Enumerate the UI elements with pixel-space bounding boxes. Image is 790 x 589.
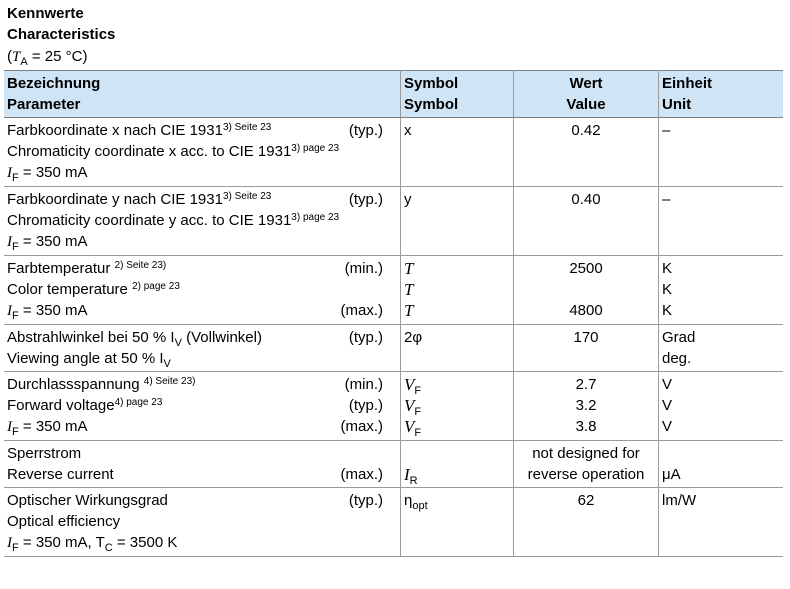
value-cell: 170: [514, 325, 659, 372]
parameter-cell: Durchlassspannung $^{4) Seite 23)}$ (min.) Forward voltage$^{4) page 23}$ (typ.) $I_F = 350$ mA (max.): [4, 372, 401, 441]
table-row: [4, 256, 783, 325]
header-value: Wert Value: [514, 71, 659, 118]
table-header-row: [4, 71, 783, 118]
symbol-cell: 2φ: [401, 325, 514, 372]
test-condition: ($T_A = 25$ °C): [7, 48, 88, 68]
unit-cell: –: [659, 118, 784, 187]
unit-cell: μA: [659, 441, 784, 488]
characteristics-table: [4, 70, 783, 557]
table-row: [4, 488, 783, 557]
unit-cell: lm/W: [659, 488, 784, 557]
parameter-cell: Sperrstrom Reverse current (max.): [4, 441, 401, 488]
parameter-cell: Farbkoordinate y nach CIE $1931^{3) Seite 23}$ (typ.) Chromaticity coordinate y acc. to CIE $1931^{3) page 23}$ $I_F = 350$ mA: [4, 187, 401, 256]
unit-cell: K K K: [659, 256, 784, 325]
symbol-cell: y: [401, 187, 514, 256]
value-cell: 2500 4800: [514, 256, 659, 325]
value-cell: 0.40: [514, 187, 659, 256]
table-row: [4, 372, 783, 441]
table-row: [4, 118, 783, 187]
parameter-cell: Farbtemperatur $^{2) Seite 23)}$ (min.) Color temperature $^{2) page 23}$ $I_F = 350$ mA (max.): [4, 256, 401, 325]
header-symbol: Symbol Symbol: [401, 71, 514, 118]
section-title-de: Kennwerte: [7, 5, 84, 22]
parameter-cell: Farbkoordinate x nach CIE $1931^{3) Seite 23}$ (typ.) Chromaticity coordinate x acc. to CIE $1931^{3) page 23}$ $I_F = 350$ mA: [4, 118, 401, 187]
header-unit: Einheit Unit: [659, 71, 784, 118]
symbol-cell: $I_R$: [401, 441, 514, 488]
section-title-en: Characteristics: [7, 26, 116, 43]
table-row: [4, 441, 783, 488]
table-row: [4, 187, 783, 256]
value-cell: 0.42: [514, 118, 659, 187]
unit-cell: –: [659, 187, 784, 256]
header-parameter: Bezeichnung Parameter: [4, 71, 401, 118]
unit-cell: V V V: [659, 372, 784, 441]
parameter-cell: Optischer Wirkungsgrad (typ.) Optical efficiency $I_F = 350$ mA, $T_C = 3500$ K: [4, 488, 401, 557]
symbol-cell: x: [401, 118, 514, 187]
value-cell: not designed for reverse operation: [514, 441, 659, 488]
parameter-cell: Abstrahlwinkel bei 50 % $I_V$ (Vollwinkel) (typ.) Viewing angle at 50 % $I_V$: [4, 325, 401, 372]
value-cell: 62: [514, 488, 659, 557]
table-row: [4, 325, 783, 372]
value-cell: 2.7 3.2 3.8: [514, 372, 659, 441]
symbol-cell: T T T: [401, 256, 514, 325]
unit-cell: Grad deg.: [659, 325, 784, 372]
symbol-cell: $\eta_{opt}$: [401, 488, 514, 557]
symbol-cell: $V_F$ $V_F$ $V_F$: [401, 372, 514, 441]
